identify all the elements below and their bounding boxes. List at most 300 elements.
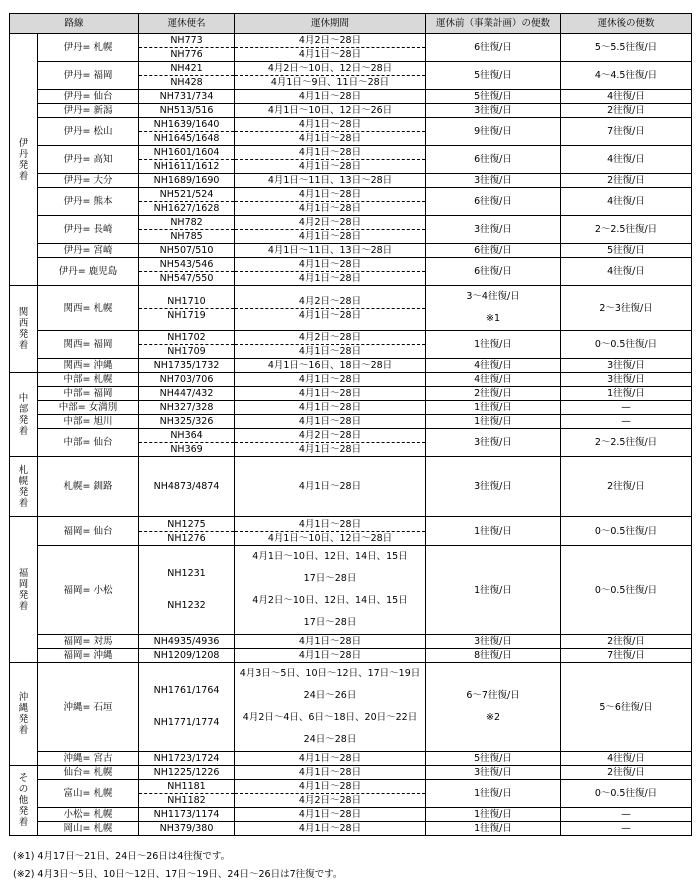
route-cell: 伊丹= 松山 — [38, 118, 139, 146]
group-label-char: 縄 — [18, 703, 29, 714]
group-label-char: 関 — [18, 307, 29, 318]
group-label-char: 着 — [18, 497, 29, 509]
table-row — [10, 90, 692, 104]
before-line: 6往復/日 — [474, 245, 512, 256]
flights-cell — [139, 188, 235, 216]
flight-no: NH1639/1640 — [139, 118, 234, 132]
table-row — [10, 401, 692, 415]
flight-no: NH1601/1604 — [139, 146, 234, 160]
table-row — [10, 244, 692, 258]
before-line: 3往復/日 — [474, 481, 512, 492]
period-cell — [235, 808, 426, 822]
before-line: ※1 — [486, 313, 501, 324]
period-cell — [235, 415, 426, 429]
flight-no: NH1719 — [167, 309, 206, 321]
period-cell — [235, 373, 426, 387]
after-cell: 2往復/日 — [561, 635, 692, 649]
table-row — [10, 766, 692, 780]
flight-suspension-table — [9, 13, 692, 836]
flights-cell — [139, 752, 235, 766]
group-label-char: 発 — [18, 806, 29, 817]
flights-cell — [139, 244, 235, 258]
group-label — [10, 766, 38, 836]
period-cell — [235, 286, 426, 331]
flight-no: NH428 — [170, 77, 203, 88]
before-line: 4往復/日 — [474, 360, 512, 371]
before-line: 5往復/日 — [474, 91, 512, 102]
flight-no: NH1645/1648 — [153, 133, 220, 144]
route-cell: 札幌= 釧路 — [38, 457, 139, 517]
before-cell — [426, 258, 561, 286]
period-line: 4月1日〜28日 — [298, 346, 362, 357]
before-cell — [426, 808, 561, 822]
period-line: 4月1日〜28日 — [298, 133, 362, 144]
table-row — [10, 104, 692, 118]
route-cell: 伊丹= 鹿児島 — [38, 258, 139, 286]
flights-cell — [139, 546, 235, 635]
header-route: 路線 — [10, 14, 139, 34]
period-cell — [235, 780, 426, 808]
period-cell — [235, 244, 426, 258]
before-cell — [426, 649, 561, 663]
before-line: ※2 — [486, 712, 501, 723]
flight-no: NH513/516 — [159, 105, 214, 116]
flights-cell — [139, 808, 235, 822]
flight-no: NH521/524 — [139, 188, 234, 202]
before-cell — [426, 517, 561, 546]
before-cell — [426, 90, 561, 104]
group-label-char: 部 — [18, 403, 29, 415]
flight-no: NH1181 — [139, 780, 234, 794]
before-cell — [426, 752, 561, 766]
before-cell — [426, 663, 561, 752]
flight-no: NH1173/1174 — [153, 809, 220, 820]
group-label-char: の — [18, 784, 29, 795]
group-label — [10, 34, 38, 286]
before-line: 8往復/日 — [474, 650, 512, 661]
before-cell — [426, 546, 561, 635]
table-row — [10, 359, 692, 373]
before-cell — [426, 286, 561, 331]
after-cell: 4往復/日 — [561, 258, 692, 286]
after-cell: 2〜2.5往復/日 — [561, 429, 692, 457]
group-label-char: 発 — [18, 329, 29, 340]
route-cell: 小松= 札幌 — [38, 808, 139, 822]
flights-cell — [139, 62, 235, 90]
table-header-row — [10, 14, 692, 34]
group-label-char: 着 — [18, 817, 29, 828]
group-label-char: 発 — [18, 589, 29, 601]
after-cell: 4往復/日 — [561, 752, 692, 766]
period-line: 4月2日〜28日 — [235, 34, 425, 48]
route-cell: 伊丹= 仙台 — [38, 90, 139, 104]
flight-no: NH1276 — [167, 532, 206, 544]
period-cell — [235, 331, 426, 359]
route-cell: 伊丹= 札幌 — [38, 34, 139, 62]
before-line: 3往復/日 — [474, 437, 512, 448]
route-cell: 中部= 女満別 — [38, 401, 139, 415]
table-row — [10, 216, 692, 244]
group-label — [10, 457, 38, 517]
table-row — [10, 649, 692, 663]
group-label-char: 発 — [18, 414, 29, 426]
route-cell: 福岡= 対馬 — [38, 635, 139, 649]
period-line: 4月2日〜28日 — [298, 795, 362, 806]
period-line: 17日〜28日 — [303, 617, 357, 628]
route-cell: 仙台= 札幌 — [38, 766, 139, 780]
flight-no: NH507/510 — [159, 245, 214, 256]
period-line: 4月1日〜28日 — [235, 518, 425, 532]
group-label-char: 西 — [18, 318, 29, 329]
flight-no: NH379/380 — [159, 823, 214, 834]
before-line: 1往復/日 — [474, 416, 512, 427]
period-line: 4月1日〜28日 — [298, 91, 362, 102]
group-label-char: そ — [18, 773, 29, 784]
flight-no: NH1771/1774 — [153, 717, 220, 728]
route-cell: 伊丹= 新潟 — [38, 104, 139, 118]
before-cell — [426, 118, 561, 146]
flights-cell — [139, 635, 235, 649]
group-label-char: 着 — [18, 725, 29, 736]
after-cell: 3往復/日 — [561, 359, 692, 373]
period-line: 4月1日〜28日 — [298, 309, 362, 321]
group-label — [10, 286, 38, 373]
period-cell — [235, 517, 426, 546]
group-label-char: 着 — [18, 600, 29, 612]
period-line: 4月1日〜28日 — [298, 823, 362, 834]
group-label-char: 着 — [18, 425, 29, 437]
before-cell — [426, 216, 561, 244]
group-label — [10, 517, 38, 663]
flights-cell — [139, 174, 235, 188]
group-label-char: 他 — [18, 795, 29, 806]
flight-no: NH547/550 — [159, 273, 214, 284]
flight-no: NH1735/1732 — [153, 360, 220, 371]
flights-cell — [139, 373, 235, 387]
table-row — [10, 118, 692, 146]
flight-no: NH543/546 — [139, 258, 234, 272]
period-line: 4月2日〜28日 — [235, 429, 425, 443]
period-line: 4月1日〜28日 — [298, 273, 362, 284]
before-line: 1往復/日 — [474, 823, 512, 834]
table-row — [10, 415, 692, 429]
flight-no: NH1231 — [167, 568, 206, 579]
header-flights: 運休便名 — [139, 14, 235, 34]
flights-cell — [139, 663, 235, 752]
after-cell: 1往復/日 — [561, 387, 692, 401]
period-line: 4月1日〜28日 — [298, 231, 362, 242]
period-cell — [235, 429, 426, 457]
flights-cell — [139, 457, 235, 517]
period-cell — [235, 188, 426, 216]
before-line: 2往復/日 — [474, 388, 512, 399]
period-line: 4月1日〜10日、12日〜28日 — [267, 532, 393, 544]
after-cell: — — [561, 401, 692, 415]
before-cell — [426, 359, 561, 373]
period-line: 4月1日〜16日、18日〜28日 — [267, 360, 393, 371]
period-cell — [235, 90, 426, 104]
table-row — [10, 34, 692, 62]
before-line: 6往復/日 — [474, 266, 512, 277]
period-line: 4月2日〜10日、12日〜28日 — [235, 62, 425, 76]
period-cell — [235, 118, 426, 146]
period-line: 4月1日〜28日 — [298, 444, 362, 455]
before-cell — [426, 373, 561, 387]
period-cell — [235, 401, 426, 415]
flight-no: NH369 — [170, 444, 203, 455]
route-cell: 福岡= 小松 — [38, 546, 139, 635]
flights-cell — [139, 387, 235, 401]
before-line: 6〜7往復/日 — [466, 690, 520, 701]
flight-no: NH4873/4874 — [153, 481, 220, 492]
header-after: 運休後の便数 — [561, 14, 692, 34]
group-label-char: 幌 — [18, 475, 29, 487]
flights-cell — [139, 359, 235, 373]
flights-cell — [139, 517, 235, 546]
flights-cell — [139, 104, 235, 118]
period-line: 4月2日〜28日 — [235, 331, 425, 345]
after-cell: — — [561, 808, 692, 822]
period-line: 4月1日〜28日 — [298, 203, 362, 214]
flights-cell — [139, 429, 235, 457]
before-line: 9往復/日 — [474, 126, 512, 137]
before-line: 1往復/日 — [474, 809, 512, 820]
route-cell: 福岡= 沖縄 — [38, 649, 139, 663]
after-cell: 5往復/日 — [561, 244, 692, 258]
route-cell: 福岡= 仙台 — [38, 517, 139, 546]
after-cell: 0〜0.5往復/日 — [561, 546, 692, 635]
period-line: 4月1日〜28日 — [298, 402, 362, 413]
after-cell: 2往復/日 — [561, 457, 692, 517]
flight-no: NH782 — [139, 216, 234, 230]
route-cell: 富山= 札幌 — [38, 780, 139, 808]
flight-no: NH447/432 — [159, 388, 214, 399]
flight-no: NH785 — [170, 231, 203, 242]
group-label — [10, 373, 38, 457]
after-cell: 4往復/日 — [561, 188, 692, 216]
before-cell — [426, 387, 561, 401]
route-cell: 中部= 札幌 — [38, 373, 139, 387]
before-line: 3〜4往復/日 — [466, 291, 520, 302]
header-before: 運休前（事業計画）の便数 — [426, 14, 561, 34]
period-line: 4月2日〜28日 — [235, 295, 425, 309]
period-line: 4月3日〜5日、10日〜12日、17日〜19日 — [239, 668, 421, 679]
group-label-char: 岡 — [18, 578, 29, 590]
before-cell — [426, 331, 561, 359]
before-cell — [426, 766, 561, 780]
period-cell — [235, 258, 426, 286]
table-row — [10, 808, 692, 822]
flight-no: NH1702 — [139, 331, 234, 345]
flights-cell — [139, 649, 235, 663]
flights-cell — [139, 34, 235, 62]
period-cell — [235, 104, 426, 118]
after-cell: 0〜0.5往復/日 — [561, 517, 692, 546]
period-line: 24日〜28日 — [303, 734, 357, 745]
period-line: 4月1日〜9日、11日〜28日 — [270, 77, 390, 88]
period-cell — [235, 146, 426, 174]
flight-no: NH1225/1226 — [153, 767, 220, 778]
before-line: 3往復/日 — [474, 636, 512, 647]
flight-no: NH1182 — [167, 795, 206, 806]
period-cell — [235, 62, 426, 90]
table-row — [10, 387, 692, 401]
flights-cell — [139, 216, 235, 244]
before-line: 3往復/日 — [474, 105, 512, 116]
before-cell — [426, 146, 561, 174]
period-line: 4月1日〜28日 — [298, 650, 362, 661]
flight-no: NH327/328 — [159, 402, 214, 413]
flights-cell — [139, 401, 235, 415]
flight-no: NH1709 — [167, 346, 206, 357]
flights-cell — [139, 118, 235, 146]
period-line: 4月1日〜28日 — [298, 481, 362, 492]
before-cell — [426, 415, 561, 429]
before-cell — [426, 244, 561, 258]
after-cell: 5〜5.5往復/日 — [561, 34, 692, 62]
flight-no: NH1232 — [167, 600, 206, 611]
flight-no: NH1275 — [139, 518, 234, 532]
footnotes — [13, 848, 342, 884]
group-label-char: 札 — [18, 464, 29, 476]
route-cell: 中部= 福岡 — [38, 387, 139, 401]
table-row — [10, 822, 692, 836]
before-cell — [426, 429, 561, 457]
period-line: 4月1日〜28日 — [298, 767, 362, 778]
route-cell: 伊丹= 熊本 — [38, 188, 139, 216]
period-cell — [235, 766, 426, 780]
group-label-char: 沖 — [18, 692, 29, 703]
after-cell: 4往復/日 — [561, 90, 692, 104]
period-cell — [235, 663, 426, 752]
period-line: 4月1日〜28日 — [298, 161, 362, 172]
spacer — [139, 585, 234, 595]
table-row — [10, 752, 692, 766]
period-line: 4月2日〜28日 — [235, 216, 425, 230]
route-cell: 岡山= 札幌 — [38, 822, 139, 836]
period-line: 4月1日〜28日 — [298, 636, 362, 647]
after-cell: 3往復/日 — [561, 373, 692, 387]
group-label-char: 伊 — [18, 137, 29, 149]
period-line: 4月1日〜28日 — [235, 188, 425, 202]
period-line: 4月1日〜10日、12日〜26日 — [267, 105, 393, 116]
before-line: 3往復/日 — [474, 767, 512, 778]
route-cell: 中部= 仙台 — [38, 429, 139, 457]
group-label-char: 着 — [18, 340, 29, 351]
flights-cell — [139, 286, 235, 331]
period-cell — [235, 649, 426, 663]
flight-no: NH776 — [170, 49, 203, 60]
table-row — [10, 286, 692, 331]
period-cell — [235, 359, 426, 373]
period-cell — [235, 635, 426, 649]
group-label-char: 発 — [18, 159, 29, 171]
before-cell — [426, 780, 561, 808]
period-line: 4月1日〜28日 — [298, 49, 362, 60]
after-cell: 2往復/日 — [561, 766, 692, 780]
period-line: 4月1日〜11日、13日〜28日 — [267, 245, 393, 256]
after-cell: 2往復/日 — [561, 174, 692, 188]
period-line: 4月2日〜4日、6日〜18日、20日〜22日 — [242, 712, 418, 723]
table-row — [10, 331, 692, 359]
before-line: 1往復/日 — [474, 788, 512, 799]
before-line: 5往復/日 — [474, 70, 512, 81]
period-line: 4月1日〜28日 — [235, 118, 425, 132]
flight-no: NH421 — [139, 62, 234, 76]
flight-no: NH1761/1764 — [153, 685, 220, 696]
flight-no: NH1689/1690 — [153, 175, 220, 186]
table-row — [10, 258, 692, 286]
table-body — [10, 34, 692, 836]
before-line: 6往復/日 — [474, 154, 512, 165]
period-line: 4月1日〜11日、13日〜28日 — [267, 175, 393, 186]
table-row — [10, 174, 692, 188]
after-cell: — — [561, 415, 692, 429]
footnote-1: (※1) 4月17日〜21日、24日〜26日は4往復です。 — [13, 851, 231, 862]
flights-cell — [139, 415, 235, 429]
flight-no: NH325/326 — [159, 416, 214, 427]
flight-no: NH1209/1208 — [153, 650, 220, 661]
period-line: 4月1日〜28日 — [298, 388, 362, 399]
before-line: 6往復/日 — [474, 196, 512, 207]
before-line: 3往復/日 — [474, 175, 512, 186]
flights-cell — [139, 780, 235, 808]
before-line: 1往復/日 — [474, 525, 512, 537]
after-cell: 0〜0.5往復/日 — [561, 780, 692, 808]
route-cell: 伊丹= 大分 — [38, 174, 139, 188]
flight-no: NH773 — [139, 34, 234, 48]
period-cell — [235, 457, 426, 517]
table-row — [10, 517, 692, 546]
before-line: 6往復/日 — [474, 42, 512, 53]
after-cell: 4往復/日 — [561, 146, 692, 174]
period-line: 24日〜26日 — [303, 690, 357, 701]
before-line: 1往復/日 — [474, 584, 512, 596]
before-line: 3往復/日 — [474, 224, 512, 235]
flights-cell — [139, 90, 235, 104]
table-row — [10, 780, 692, 808]
after-cell: 4〜4.5往復/日 — [561, 62, 692, 90]
period-line: 4月1日〜28日 — [298, 809, 362, 820]
group-label-char: 中 — [18, 392, 29, 404]
period-cell — [235, 174, 426, 188]
route-cell: 関西= 福岡 — [38, 331, 139, 359]
period-line: 4月1日〜10日、12日、14日、15日 — [252, 551, 408, 562]
flights-cell — [139, 822, 235, 836]
route-cell: 中部= 旭川 — [38, 415, 139, 429]
flights-cell — [139, 146, 235, 174]
flight-no: NH1710 — [139, 295, 234, 309]
period-line: 4月1日〜28日 — [235, 780, 425, 794]
before-line: 4往復/日 — [474, 374, 512, 385]
route-cell: 伊丹= 長崎 — [38, 216, 139, 244]
after-cell: 7往復/日 — [561, 649, 692, 663]
after-cell: 0〜0.5往復/日 — [561, 331, 692, 359]
route-cell: 関西= 札幌 — [38, 286, 139, 331]
table-row — [10, 146, 692, 174]
flight-no: NH4935/4936 — [153, 636, 220, 647]
period-line: 17日〜28日 — [303, 573, 357, 584]
table-row — [10, 457, 692, 517]
group-label-char: 発 — [18, 714, 29, 725]
before-cell — [426, 104, 561, 118]
before-cell — [426, 188, 561, 216]
flight-no: NH1627/1628 — [153, 203, 220, 214]
flight-no: NH1611/1612 — [153, 161, 220, 172]
route-cell: 関西= 沖縄 — [38, 359, 139, 373]
period-cell — [235, 822, 426, 836]
period-line: 4月1日〜28日 — [298, 416, 362, 427]
